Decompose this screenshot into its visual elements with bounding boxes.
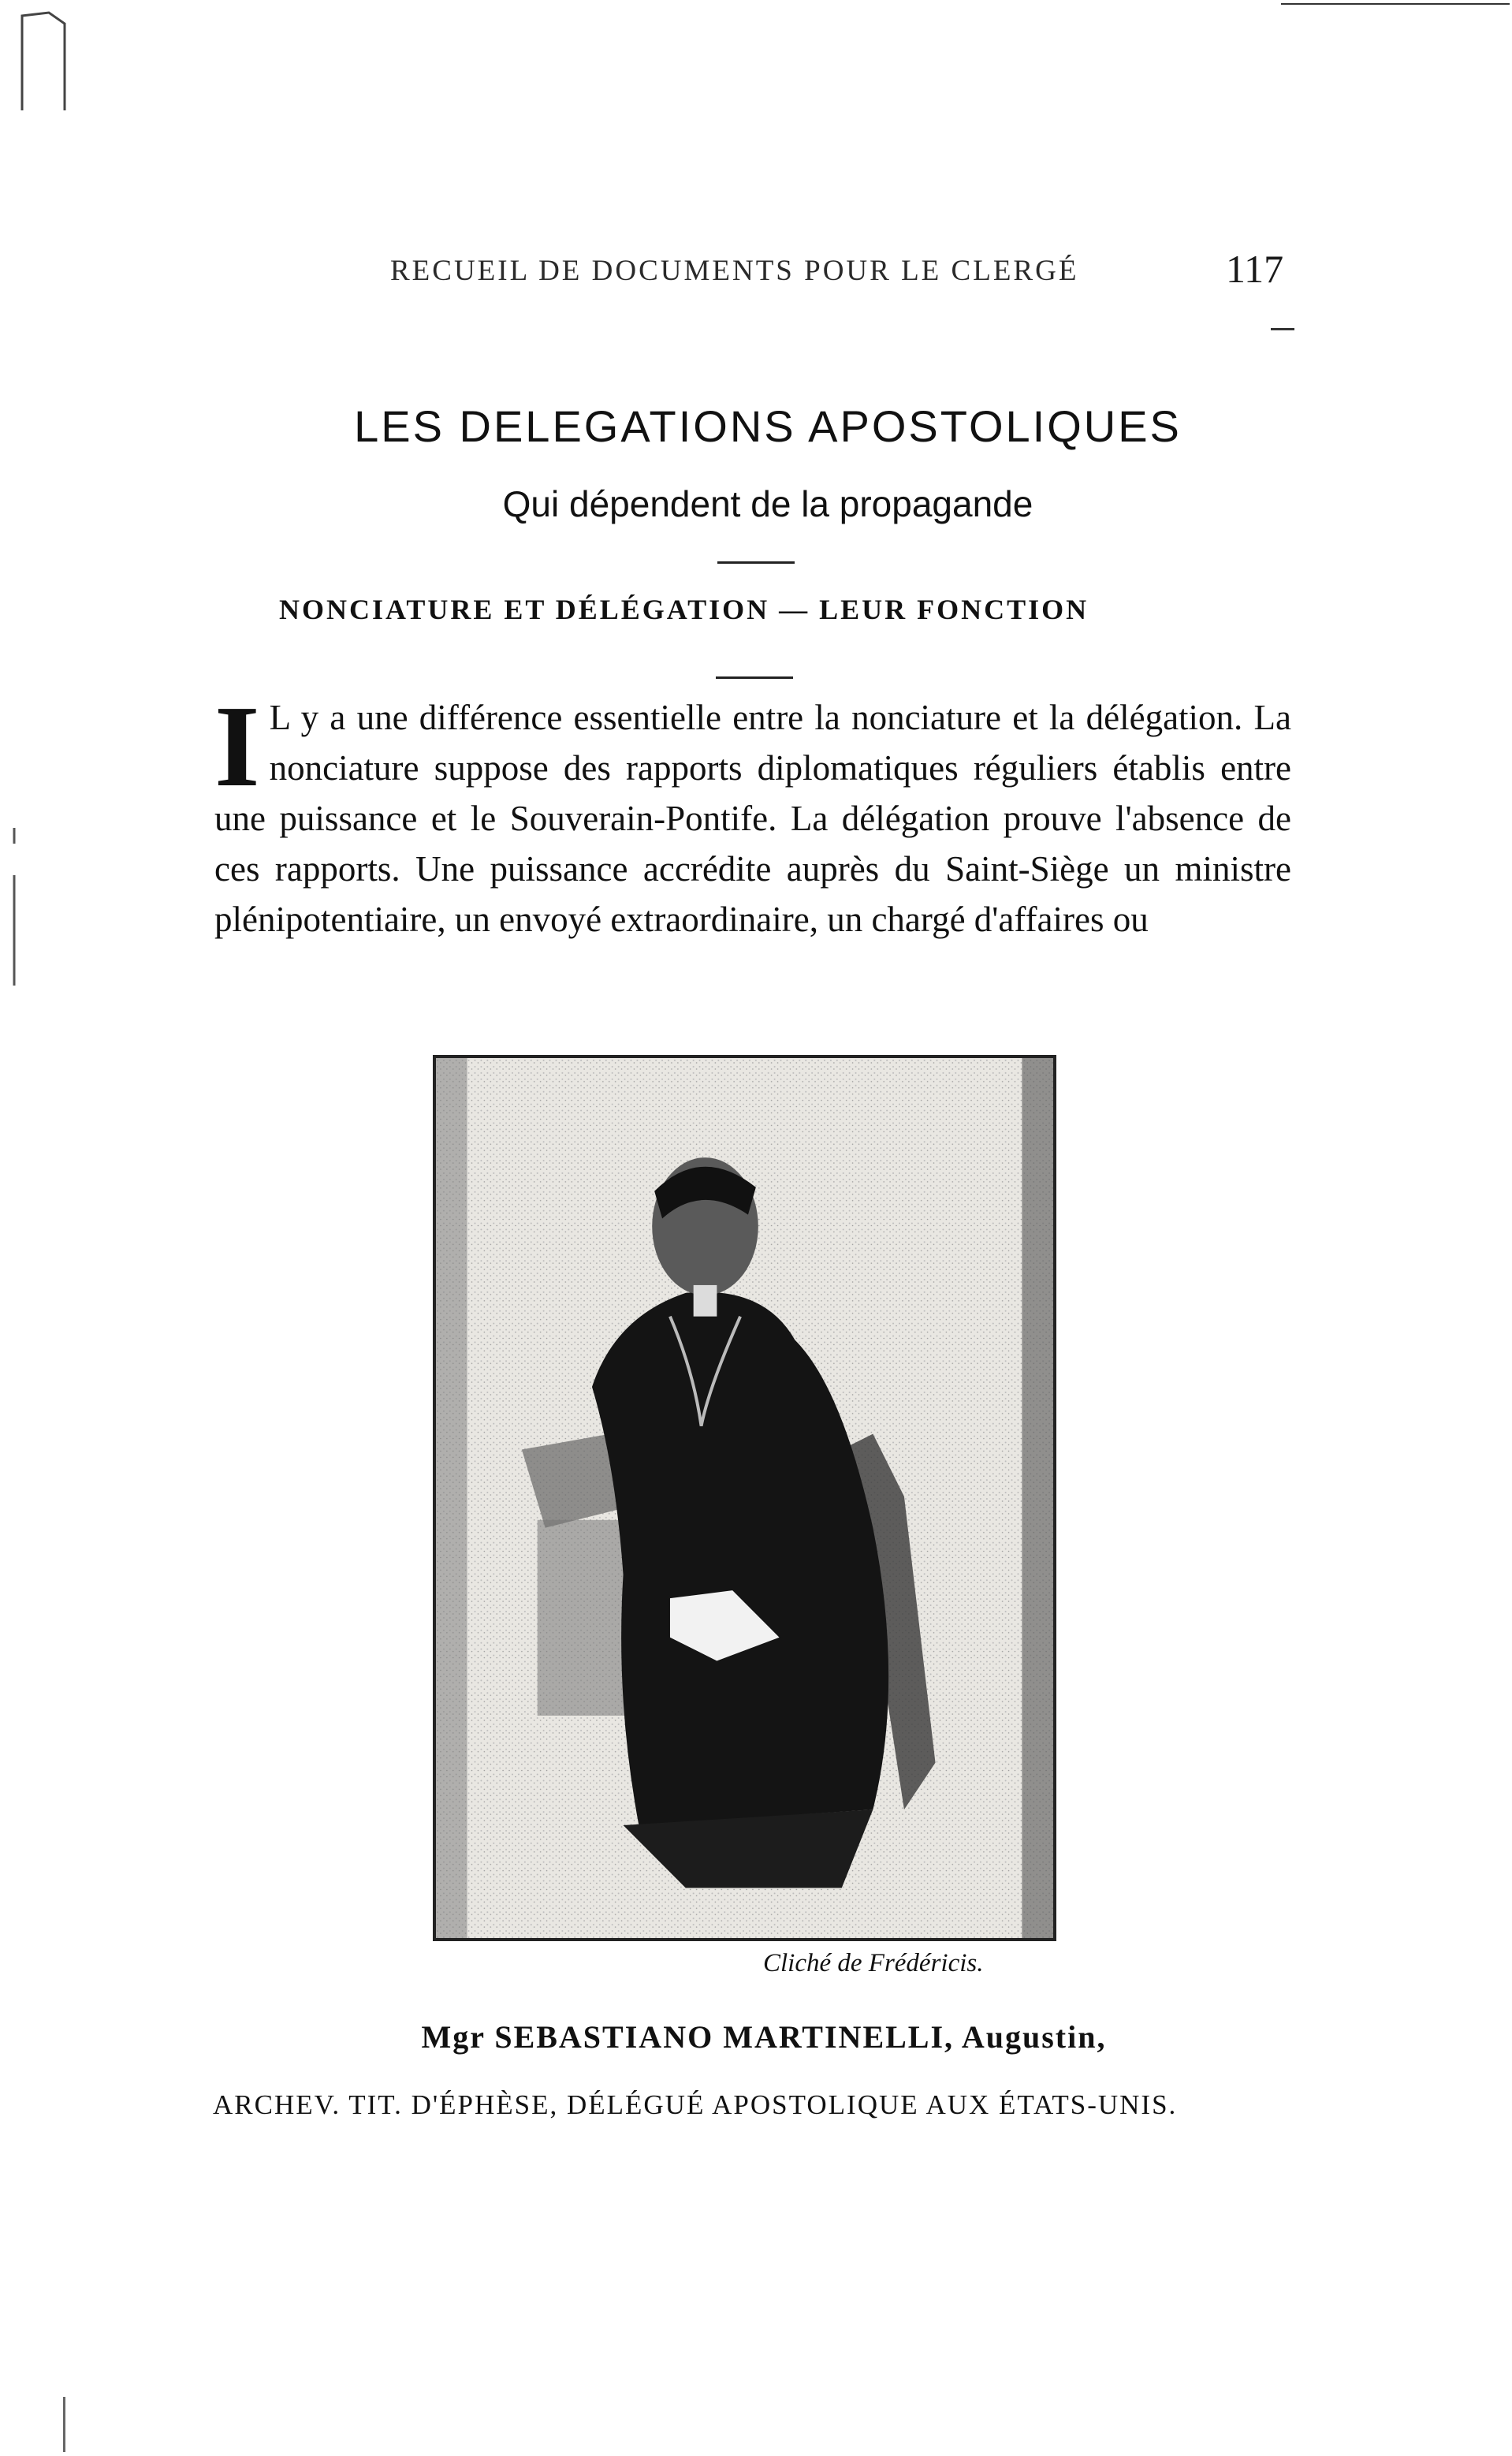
- page-number: 117: [1226, 247, 1284, 291]
- section-rule: [716, 676, 793, 679]
- margin-marks: [11, 828, 17, 986]
- header-dash: [1271, 328, 1294, 330]
- title-rule: [717, 561, 795, 564]
- bottom-margin-mark: [63, 2397, 70, 2452]
- caption-title: ARCHEV. TIT. D'ÉPHÈSE, DÉLÉGUÉ APOSTOLIQUE AUX ÉTATS-UNIS.: [213, 2089, 1178, 2120]
- photo-credit: Cliché de Frédéricis.: [763, 1949, 984, 1977]
- article-subtitle: Qui dépendent de la propagande: [502, 483, 1033, 524]
- paragraph-text: L y a une différence essentielle entre la nonciature et la délégation. La nonciature suppose des rapports diplomatiques réguliers établis entre une puissance et le Souverain-Pontife. La délégation prouve l'absence de ces rapports. Une puissance accrédite auprès du Saint-Siège un ministre plénipotentiaire, un envoyé extraordinaire, un chargé d'affaires ou: [214, 698, 1291, 939]
- corner-crop-mark: [17, 8, 80, 118]
- drop-cap: I: [214, 682, 260, 811]
- caption-name: Mgr SEBASTIANO MARTINELLI, Augustin,: [421, 2019, 1107, 2055]
- running-head: RECUEIL DE DOCUMENTS POUR LE CLERGÉ: [390, 255, 1079, 287]
- section-heading: NONCIATURE ET DÉLÉGATION — LEUR FONCTION: [279, 594, 1089, 625]
- article-title: LES DELEGATIONS APOSTOLIQUES: [354, 401, 1182, 451]
- body-paragraph: [214, 682, 1291, 945]
- top-edge-rule: [1281, 3, 1510, 5]
- seated-cleric-illustration: [436, 1058, 1053, 1938]
- portrait-photo: [433, 1055, 1056, 1941]
